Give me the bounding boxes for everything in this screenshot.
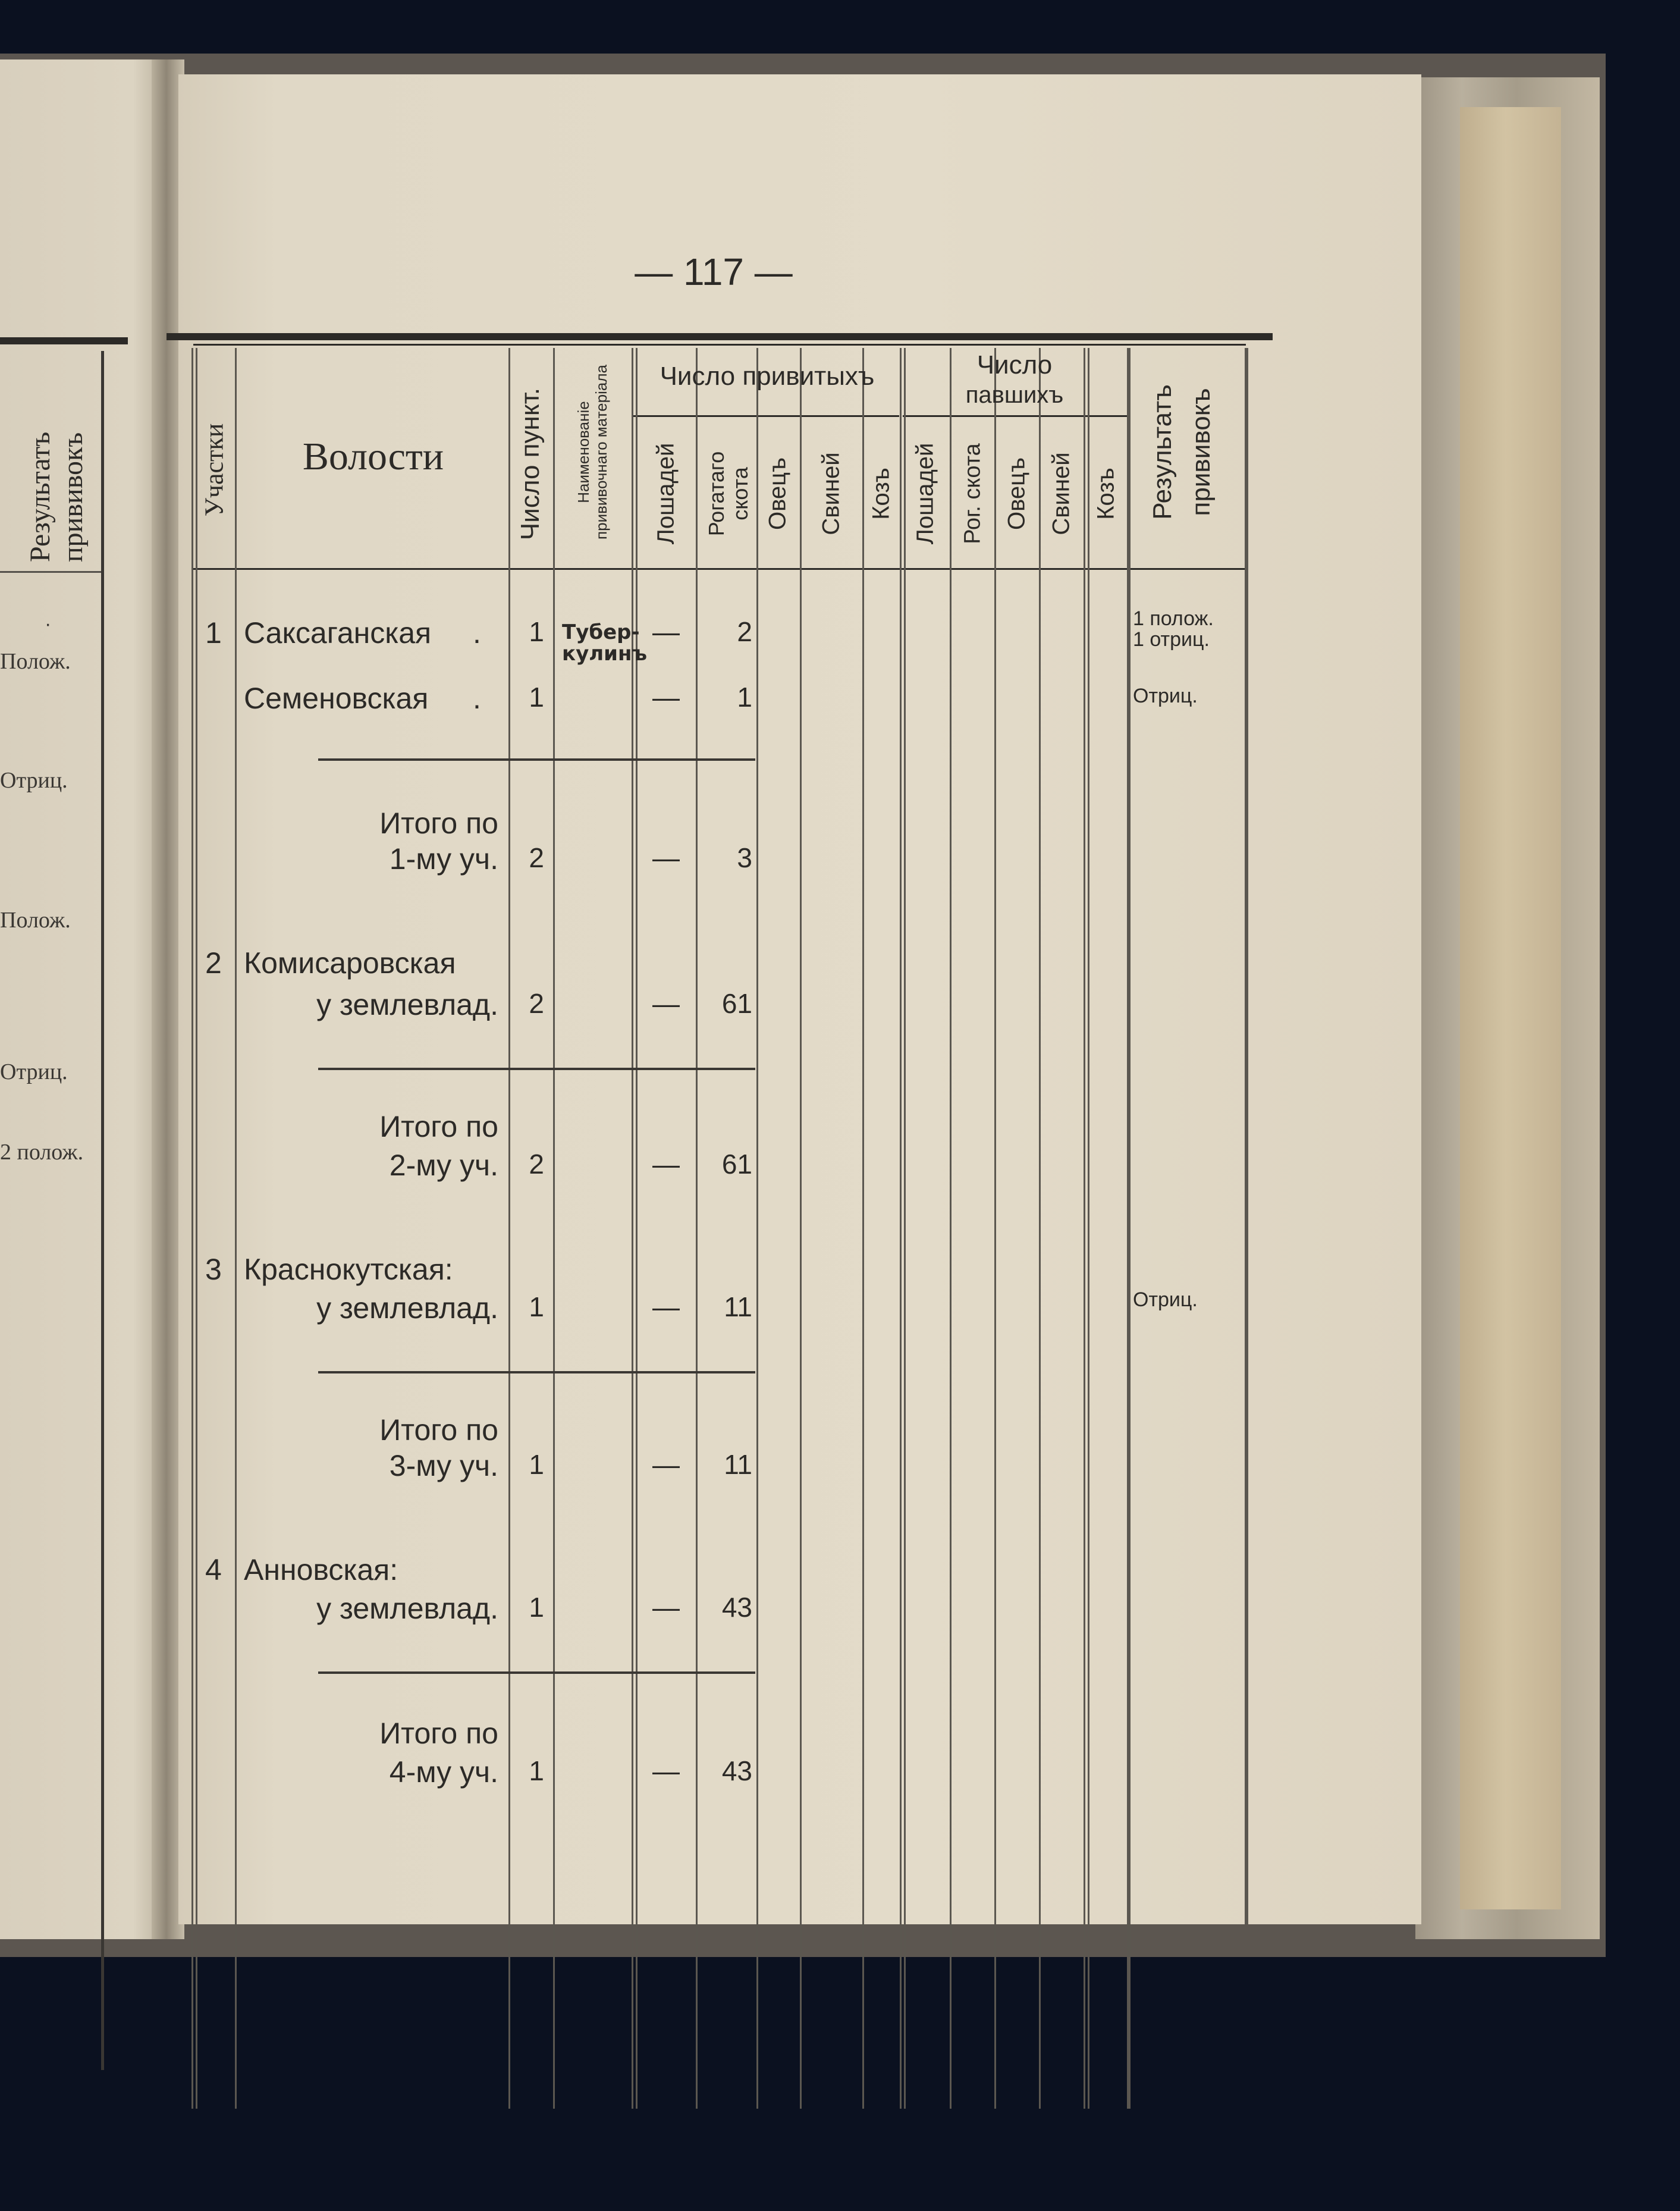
horses-value: — bbox=[652, 1755, 680, 1786]
horses-value: — bbox=[652, 1592, 680, 1623]
volost-name: Саксаганская bbox=[244, 616, 432, 650]
points-value: 2 bbox=[529, 1149, 544, 1180]
points-value: 2 bbox=[529, 842, 544, 873]
volost-name-line1: Анновская: bbox=[244, 1553, 398, 1586]
header-districts: Участки bbox=[199, 423, 229, 517]
total-label-line1: Итого по bbox=[379, 1413, 498, 1447]
col-rule-dead-goats bbox=[1127, 348, 1131, 2109]
col-rule-points bbox=[553, 348, 555, 2109]
header-dead-group-line2: павшихъ bbox=[965, 382, 1064, 408]
vaccinated-group-rule bbox=[633, 415, 899, 417]
total-label-line2: 2-му уч. bbox=[389, 1149, 498, 1182]
cattle-value: 3 bbox=[737, 842, 752, 873]
total-label-line1: Итого по bbox=[379, 807, 498, 840]
left-page-header-rule bbox=[0, 571, 101, 573]
volost-name-line2: у землевлад. bbox=[316, 1592, 498, 1625]
book-cover-board bbox=[1460, 107, 1561, 1909]
subtotal-rule bbox=[318, 1371, 755, 1373]
volost-name-line1: Краснокутская: bbox=[244, 1253, 453, 1286]
points-value: 2 bbox=[529, 988, 544, 1019]
result-value-line1: 1 полож. bbox=[1133, 607, 1214, 630]
col-rule-sheep bbox=[800, 348, 802, 2109]
points-value: 1 bbox=[529, 1291, 544, 1322]
total-label-line2: 4-му уч. bbox=[389, 1755, 498, 1789]
header-sheep: Овецъ bbox=[764, 457, 791, 531]
points-value: 1 bbox=[529, 1592, 544, 1623]
left-result-4: Отриц. bbox=[0, 1059, 68, 1084]
material-value-line2: кулинъ bbox=[562, 642, 648, 666]
district-number: 2 bbox=[205, 946, 222, 980]
left-result-5: 2 полож. bbox=[0, 1140, 84, 1165]
result-value-line2: 1 отриц. bbox=[1133, 628, 1210, 651]
horses-value: — bbox=[652, 682, 680, 713]
col-rule-horses bbox=[696, 348, 698, 2109]
col-rule-dead-cattle bbox=[994, 348, 996, 2109]
col-rule-dead-horses bbox=[950, 348, 952, 2109]
district-number: 4 bbox=[205, 1553, 222, 1586]
left-page-column-rule bbox=[101, 351, 104, 2070]
result-value-line1: Отриц. bbox=[1133, 685, 1198, 707]
cattle-value: 11 bbox=[724, 1449, 752, 1480]
cattle-value: 43 bbox=[721, 1592, 752, 1623]
header-cattle-line1: Рогатаго bbox=[704, 451, 728, 537]
result-value-line1: Отриц. bbox=[1133, 1288, 1198, 1311]
dead-group-rule bbox=[903, 415, 1127, 417]
total-label-line2: 3-му уч. bbox=[389, 1449, 498, 1482]
horses-value: — bbox=[652, 842, 680, 873]
subtotal-rule bbox=[318, 1068, 755, 1070]
material-value bbox=[562, 622, 647, 664]
horses-value: — bbox=[652, 1149, 680, 1180]
left-page-dot: · bbox=[45, 613, 52, 635]
horses-value: — bbox=[652, 988, 680, 1019]
cattle-value: 61 bbox=[721, 1149, 752, 1180]
col-rule-left bbox=[191, 348, 197, 2109]
header-dead-cattle: Рог. скота bbox=[960, 443, 985, 544]
horses-value: — bbox=[652, 1449, 680, 1480]
cattle-value: 11 bbox=[724, 1291, 752, 1322]
left-result-3: Полож. bbox=[0, 908, 71, 933]
volost-name-line2: у землевлад. bbox=[316, 1291, 498, 1325]
left-result-2: Отриц. bbox=[0, 768, 68, 793]
dot-leader: . bbox=[473, 616, 481, 650]
left-header-line1: Результатъ bbox=[24, 431, 56, 562]
left-result-1: Полож. bbox=[0, 649, 71, 674]
left-header-line2: прививокъ bbox=[57, 432, 89, 562]
total-label-line1: Итого по bbox=[379, 1717, 498, 1750]
cattle-value: 43 bbox=[721, 1755, 752, 1786]
col-rule-volosts bbox=[508, 348, 510, 2109]
subtotal-rule bbox=[318, 758, 755, 761]
points-value: 1 bbox=[529, 1449, 544, 1480]
left-page-result-header bbox=[0, 351, 98, 571]
points-value: 1 bbox=[529, 682, 544, 713]
cattle-value: 61 bbox=[721, 988, 752, 1019]
header-cattle-line2: скота bbox=[728, 467, 752, 520]
header-result-line2: прививокъ bbox=[1186, 388, 1216, 516]
header-horses: Лошадей bbox=[652, 443, 679, 545]
dot-leader: . bbox=[473, 682, 481, 715]
header-pigs: Свиней bbox=[818, 452, 844, 535]
header-volosts: Волости bbox=[302, 435, 444, 478]
col-rule-pigs bbox=[862, 348, 864, 2109]
cattle-value: 1 bbox=[737, 682, 752, 713]
total-label-line2: 1-му уч. bbox=[389, 842, 498, 876]
header-result-line1: Результатъ bbox=[1148, 384, 1177, 520]
header-dead-horses: Лошадей bbox=[912, 443, 938, 545]
points-value: 1 bbox=[529, 1755, 544, 1786]
col-rule-goats bbox=[900, 348, 906, 2109]
left-page-top-rule bbox=[0, 337, 128, 344]
volost-name-line1: Комисаровская bbox=[244, 946, 456, 980]
horses-value: — bbox=[652, 616, 680, 647]
district-number: 1 bbox=[205, 616, 222, 650]
points-value: 1 bbox=[529, 616, 544, 647]
table-top-rule bbox=[167, 333, 1273, 340]
header-goats: Козъ bbox=[868, 468, 894, 520]
subtotal-rule bbox=[318, 1671, 755, 1674]
total-label-line1: Итого по bbox=[379, 1110, 498, 1143]
volost-name-line2: у землевлад. bbox=[316, 988, 498, 1021]
col-rule-cattle bbox=[756, 348, 758, 2109]
header-dead-sheep: Овецъ bbox=[1003, 457, 1030, 531]
col-rule-dead-sheep bbox=[1039, 348, 1041, 2109]
header-dead-group-line1: Число bbox=[976, 350, 1053, 380]
col-rule-right bbox=[1245, 348, 1248, 1924]
cattle-value: 2 bbox=[737, 616, 752, 647]
header-points: Число пункт. bbox=[516, 387, 545, 541]
material-value-line1: Тубер- bbox=[562, 620, 640, 644]
col-rule-material bbox=[632, 348, 638, 2109]
header-dead-goats: Козъ bbox=[1092, 468, 1119, 520]
header-dead-pigs: Свиней bbox=[1048, 452, 1075, 535]
col-rule-dead-pigs bbox=[1084, 348, 1089, 2109]
page-number: — 117 — bbox=[635, 250, 793, 293]
col-rule-districts bbox=[235, 348, 237, 2109]
district-number: 3 bbox=[205, 1253, 222, 1286]
volost-name: Семеновская bbox=[244, 682, 429, 715]
horses-value: — bbox=[652, 1291, 680, 1322]
header-material: Наименованіе прививочнаго матеріала bbox=[574, 365, 610, 540]
table-top-rule-thin bbox=[193, 344, 1246, 346]
header-vaccinated-group: Число привитыхъ bbox=[660, 362, 875, 391]
